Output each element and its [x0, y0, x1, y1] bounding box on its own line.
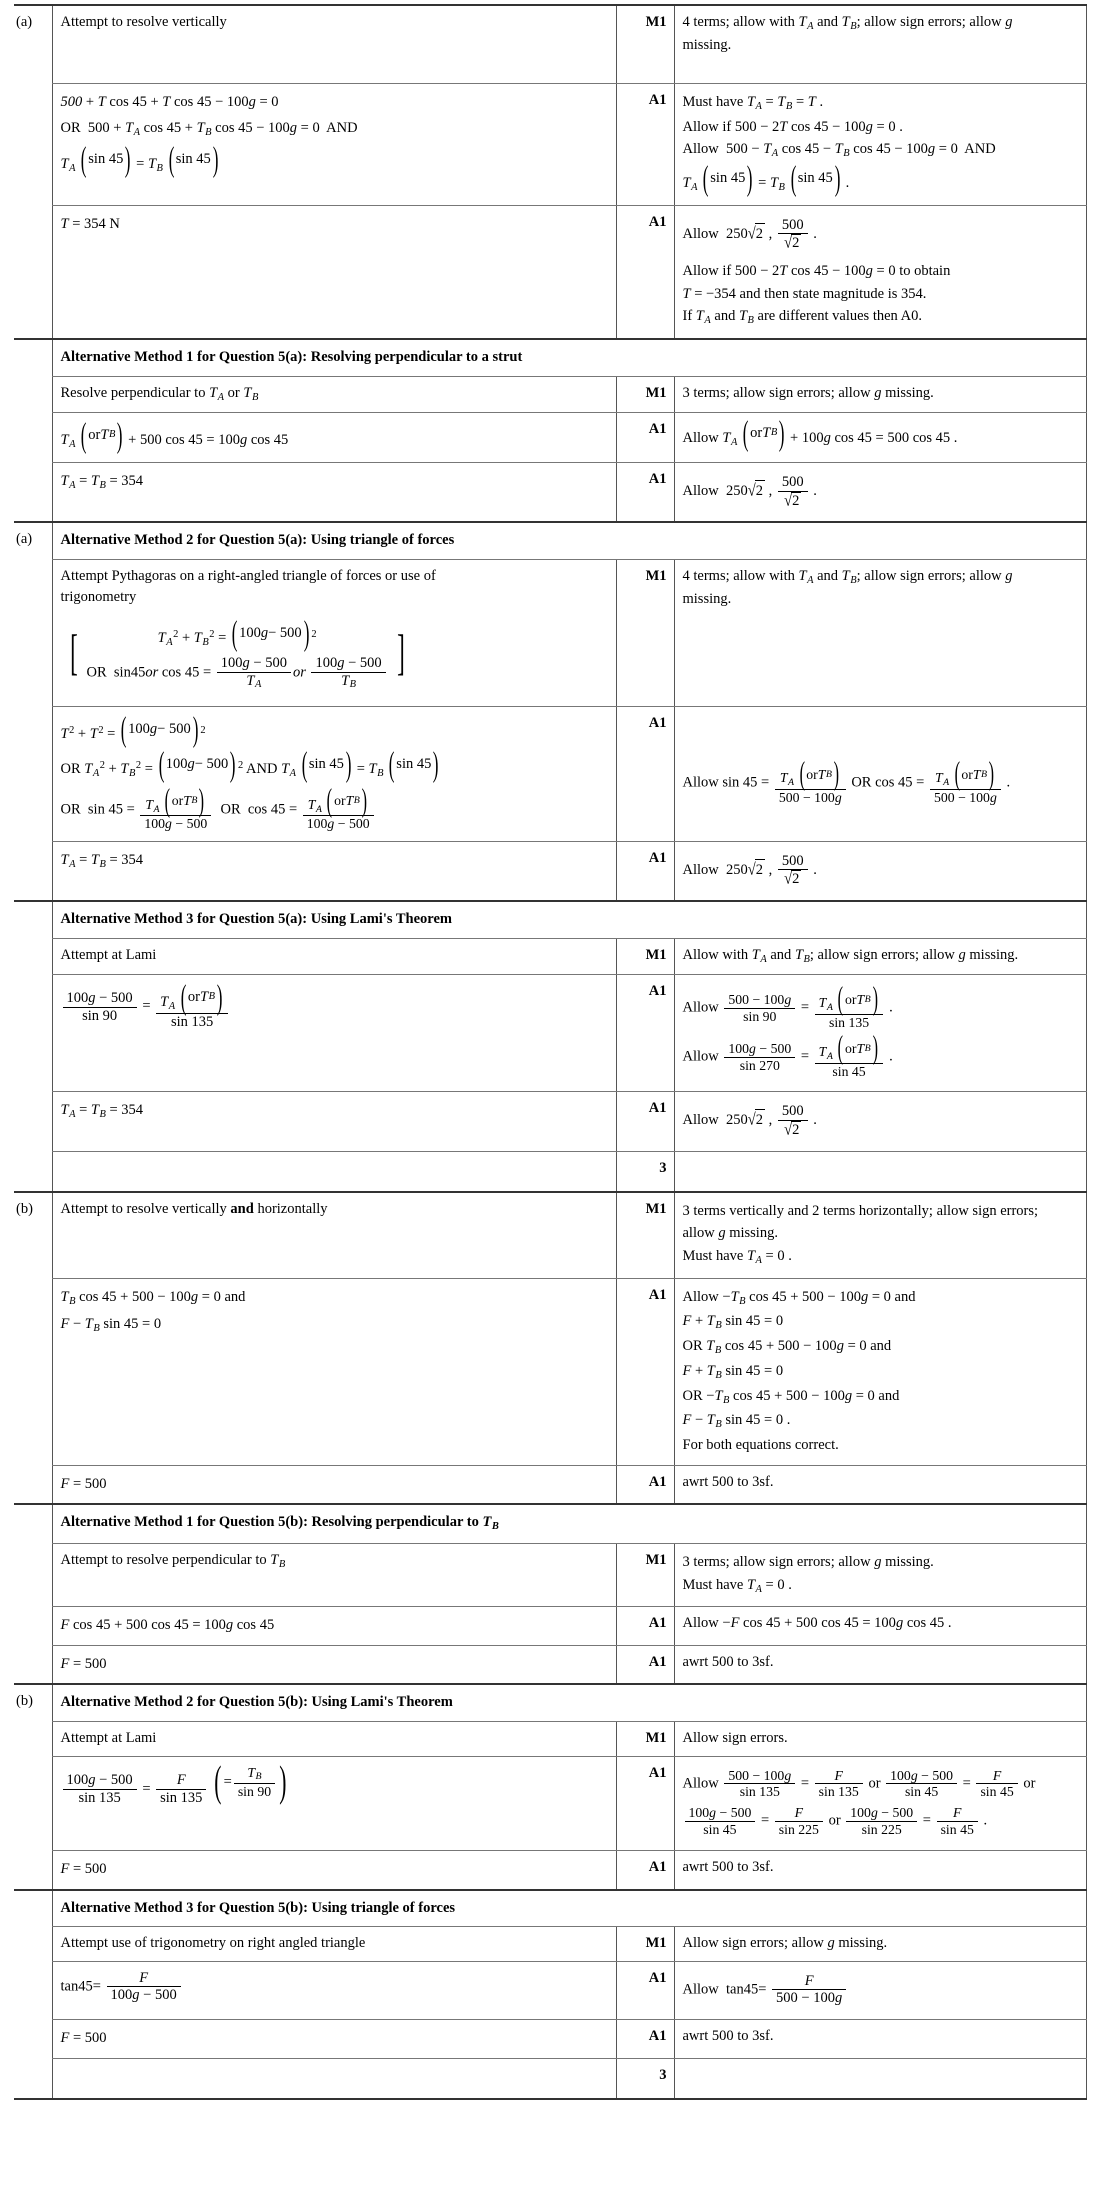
- table-row: [14, 376, 1086, 413]
- notes-cell: Allow −F cos 45 + 500 cos 45 = 100g cos 45 .: [674, 1607, 1086, 1646]
- table-row: [14, 1607, 1086, 1646]
- notes-cell: Allow 250√2 , $\frac{500}{√2}$ . Allow if 500 − 2T cos 45 − 100g = 0 to obtain T = −354 and then state magnitude is 354. If $T_A$ and $T_B$ are different values then A0.: [674, 205, 1086, 339]
- notes-line-7: For both equations correct.: [682, 1437, 839, 1454]
- notes-cell-empty: [674, 2058, 1086, 2099]
- solution-text-bold: and: [230, 1200, 254, 1217]
- part-label-empty: [14, 938, 52, 975]
- solution-cell: F cos 45 + 500 cos 45 = 100g cos 45: [52, 1607, 616, 1646]
- part-label-empty: [14, 1151, 52, 1192]
- notes-cell: awrt 500 to 3sf.: [674, 2020, 1086, 2059]
- mark-cell: A1: [616, 1851, 674, 1890]
- solution-cell: $T_A = T_B = 354$: [52, 841, 616, 901]
- solution-cell: $\frac{100g - 500}{\sin 90}$ = $T_A$ ( or T B ) sin 135: [52, 975, 616, 1092]
- mark-cell: A1: [616, 413, 674, 463]
- mark-cell: M1: [616, 376, 674, 413]
- solution-cell: Attempt at Lami: [52, 1722, 616, 1757]
- solution-cell: F = 500: [52, 1645, 616, 1684]
- table-row: [14, 1961, 1086, 2019]
- table-row-alt-header: [14, 1890, 1086, 1927]
- alt-method-header: Alternative Method 1 for Question 5(b): Resolving perpendicular to $T_B$: [52, 1504, 1086, 1543]
- solution-cell: $T^2 + T^2$ = ( 100 g − 500 ) $^2$ OR $T_A^2 + T_B^2$ = ( 100 g − 500 ) $^2$ AND $T_A$ ( sin 45 ) = $T_B$ ( sin 45 ) OR sin 45 = $T_A$ ( or T B ) 100g − 500 OR cos 45 = $T_A$ ( or T B ) 100g − 500: [52, 707, 616, 841]
- mark-cell: A1: [616, 707, 674, 841]
- mark-cell: M1: [616, 1544, 674, 1607]
- solution-cell: $T_B$ cos 45 + 500 − 100g = 0 and $F - T_B$ sin 45 = 0: [52, 1278, 616, 1465]
- alt-method-header: Alternative Method 1 for Question 5(a): Resolving perpendicular to a strut: [52, 339, 1086, 376]
- mark-cell: A1: [616, 1645, 674, 1684]
- table-row: [14, 1278, 1086, 1465]
- mark-cell: M1: [616, 938, 674, 975]
- alt-method-header: Alternative Method 2 for Question 5(b): Using Lami's Theorem: [52, 1684, 1086, 1721]
- solution-cell: tan45= $\frac{F}{100g - 500}$: [52, 1961, 616, 2019]
- part-label-empty: [14, 1092, 52, 1151]
- part-label-empty: [14, 1756, 52, 1850]
- mark-cell: A1: [616, 84, 674, 206]
- notes-cell: 4 terms; allow with $T_A$ and $T_B$; allow sign errors; allow g missing.: [674, 559, 1086, 706]
- part-label-empty: [14, 901, 52, 938]
- solution-text-post: horizontally: [253, 1200, 328, 1217]
- mark-cell: A1: [616, 975, 674, 1092]
- solution-text-line1: Attempt Pythagoras on a right-angled triangle of forces or use of: [60, 567, 436, 584]
- solution-cell: T = 354 N: [52, 205, 616, 339]
- part-label-empty: [14, 463, 52, 523]
- part-label-empty: [14, 376, 52, 413]
- notes-cell: Allow $\frac{500 - 100g}{\sin 135}$ = $\frac{F}{\sin 135}$ or $\frac{100g - 500}{\sin 45}$ = $\frac{F}{\sin 45}$ or $\frac{100g - 500}{\sin 45}$ = $\frac{F}{\sin 225}$ or $\frac{100g - 500}{\sin 225}$ = $\frac{F}{\sin 45}$ .: [674, 1756, 1086, 1850]
- table-row: [14, 1927, 1086, 1962]
- solution-cell: [52, 1192, 616, 1278]
- part-label-b: (b): [14, 1192, 52, 1278]
- solution-text-pre: Attempt to resolve vertically: [60, 1200, 231, 1217]
- mark-cell: A1: [616, 1092, 674, 1151]
- table-row: [14, 707, 1086, 841]
- notes-cell: Allow tan45= $\frac{F}{500 - 100g}$: [674, 1961, 1086, 2019]
- part-label-empty: [14, 707, 52, 841]
- table-row: [14, 938, 1086, 975]
- notes-cell: Allow $\frac{500 - 100g}{\sin 90}$ = $T_A$ ( or T B ) sin 135 . Allow $\frac{100g - 500}{\sin 270}$ = $T_A$ ( or T B ) sin 45 .: [674, 975, 1086, 1092]
- part-label-b2: (b): [14, 1684, 52, 1721]
- alt-method-header: Alternative Method 2 for Question 5(a): Using triangle of forces: [52, 522, 1086, 559]
- notes-cell: Allow $-T_B$ cos 45 + 500 − 100g = 0 and $F + T_B$ sin 45 = 0 OR $T_B$ cos 45 + 500 − 100g = 0 and $F + T_B$ sin 45 = 0 OR $-T_B$ cos 45 + 500 − 100g = 0 and $F - T_B$ sin 45 = 0 . For both equations correct.: [674, 1278, 1086, 1465]
- part-label-empty: [14, 1851, 52, 1890]
- part-label-empty: [14, 413, 52, 463]
- part-label-empty: [14, 2020, 52, 2059]
- mark-scheme-table: [14, 4, 1087, 2100]
- notes-cell: Allow sin 45 = $T_A$ ( or T B ) 500 − 100g OR cos 45 = $T_A$ ( or T B ) 500 − 100g .: [674, 707, 1086, 841]
- part-label-empty: [14, 2058, 52, 2099]
- bracketed-equations: [ $T_A^2 + T_B^2$ = ( 100 g − 500 ) $^2$ OR sin45or cos 45 = $\frac{100g - 500}{T_A}$ or $\frac{100g - 500}{T_B}$ ]: [69, 613, 405, 691]
- notes-cell: Allow with $T_A$ and $T_B$; allow sign errors; allow g missing.: [674, 938, 1086, 975]
- table-row: [14, 1092, 1086, 1151]
- table-row: [14, 84, 1086, 206]
- solution-cell-empty: [52, 2058, 616, 2099]
- solution-cell: F = 500: [52, 2020, 616, 2059]
- solution-cell: $T_A = T_B = 354$: [52, 463, 616, 523]
- mark-cell: M1: [616, 5, 674, 84]
- notes-cell: 3 terms vertically and 2 terms horizontally; allow sign errors; allow g missing. Must have $T_A = 0$ .: [674, 1192, 1086, 1278]
- notes-cell: 3 terms; allow sign errors; allow g missing. Must have $T_A = 0$ .: [674, 1544, 1086, 1607]
- table-row: [14, 205, 1086, 339]
- notes-cell: Allow sign errors; allow g missing.: [674, 1927, 1086, 1962]
- table-row-alt-header: [14, 339, 1086, 376]
- solution-cell: 500 + T cos 45 + T cos 45 − 100g = 0 OR $500 + T_A$ $\cos 45 + T_B$ cos 45 − 100g = 0 AND $T_A$ ( sin 45 ) = $T_B$ ( sin 45 ): [52, 84, 616, 206]
- mark-cell: A1: [616, 205, 674, 339]
- table-row-total: [14, 1151, 1086, 1192]
- mark-cell: A1: [616, 1607, 674, 1646]
- notes-cell: 3 terms; allow sign errors; allow g missing.: [674, 376, 1086, 413]
- mark-cell: A1: [616, 1961, 674, 2019]
- table-row: [14, 1722, 1086, 1757]
- table-row-alt-header: [14, 901, 1086, 938]
- table-row: [14, 463, 1086, 523]
- solution-cell: F = 500: [52, 1851, 616, 1890]
- part-label-empty: [14, 1504, 52, 1543]
- solution-cell: Attempt to resolve perpendicular to $T_B$: [52, 1544, 616, 1607]
- notes-cell: awrt 500 to 3sf.: [674, 1645, 1086, 1684]
- notes-cell: Must have $T_A = T_B = T$ . Allow if 500 − 2T cos 45 − 100g = 0 . Allow $500 - T_A$ $\cos 45 - T_B$ cos 45 − 100g = 0 AND $T_A$ ( sin 45 ) = $T_B$ ( sin 45 ) .: [674, 84, 1086, 206]
- table-row: [14, 5, 1086, 84]
- part-label-empty: [14, 1645, 52, 1684]
- part-label-empty: [14, 1961, 52, 2019]
- notes-cell: awrt 500 to 3sf.: [674, 1851, 1086, 1890]
- table-row: [14, 413, 1086, 463]
- table-row: [14, 1645, 1086, 1684]
- part-label-empty: [14, 975, 52, 1092]
- mark-cell: A1: [616, 463, 674, 523]
- notes-cell: Allow 250√2 , $\frac{500}{√2}$ .: [674, 1092, 1086, 1151]
- solution-cell: Attempt at Lami: [52, 938, 616, 975]
- notes-cell: Allow 250√2 , $\frac{500}{√2}$ .: [674, 463, 1086, 523]
- table-row: [14, 2020, 1086, 2059]
- table-row: [14, 1544, 1086, 1607]
- alt-method-header: Alternative Method 3 for Question 5(b): Using triangle of forces: [52, 1890, 1086, 1927]
- part-label-empty: [14, 841, 52, 901]
- notes-line-1: 3 terms vertically and 2 terms horizontally; allow sign errors;: [682, 1202, 1039, 1219]
- solution-cell: [52, 559, 616, 706]
- solution-cell: $T_A = T_B = 354$: [52, 1092, 616, 1151]
- table-row: [14, 1851, 1086, 1890]
- notes-cell: Allow $T_A$ ( or T B ) + 100g cos 45 = 500 cos 45 .: [674, 413, 1086, 463]
- notes-cell: 4 terms; allow with $T_A$ and $T_B$; allow sign errors; allow g missing.: [674, 5, 1086, 84]
- part-label-empty: [14, 1890, 52, 1927]
- part-label-empty: [14, 1927, 52, 1962]
- part-label-empty: [14, 84, 52, 206]
- part-label-empty: [14, 559, 52, 706]
- notes-cell: awrt 500 to 3sf.: [674, 1465, 1086, 1504]
- part-label-empty: [14, 1722, 52, 1757]
- notes-cell: Allow sign errors.: [674, 1722, 1086, 1757]
- part-label-empty: [14, 1278, 52, 1465]
- table-row: [14, 975, 1086, 1092]
- table-row-alt-header: [14, 1684, 1086, 1721]
- solution-cell-empty: [52, 1151, 616, 1192]
- solution-text-line2: trigonometry: [60, 588, 137, 605]
- part-label-empty: [14, 1465, 52, 1504]
- mark-cell: A1: [616, 841, 674, 901]
- mark-cell: A1: [616, 1465, 674, 1504]
- table-row: [14, 1192, 1086, 1278]
- notes-cell-empty: [674, 1151, 1086, 1192]
- alt-method-header: Alternative Method 3 for Question 5(a): Using Lami's Theorem: [52, 901, 1086, 938]
- table-row: [14, 559, 1086, 706]
- table-row: [14, 1465, 1086, 1504]
- solution-cell: $\frac{100g - 500}{\sin 135}$ = $\frac{F}{\sin 135}$ ( = $\frac{T_B}{\sin 90}$ ): [52, 1756, 616, 1850]
- part-label-empty: [14, 205, 52, 339]
- solution-cell: Resolve perpendicular to $T_A$ or $T_B$: [52, 376, 616, 413]
- mark-cell: M1: [616, 1927, 674, 1962]
- table-row-total: [14, 2058, 1086, 2099]
- mark-cell: A1: [616, 1278, 674, 1465]
- table-row-alt-header: [14, 1504, 1086, 1543]
- part-label-a: (a): [14, 5, 52, 84]
- table-row-alt-header: [14, 522, 1086, 559]
- mark-cell: A1: [616, 1756, 674, 1850]
- notes-cell: Allow 250√2 , $\frac{500}{√2}$ .: [674, 841, 1086, 901]
- solution-cell: Attempt use of trigonometry on right angled triangle: [52, 1927, 616, 1962]
- total-mark-a: 3: [616, 1151, 674, 1192]
- solution-cell: F = 500: [52, 1465, 616, 1504]
- solution-cell: $T_A$ ( or T B ) + 500 cos 45 = 100g cos 45: [52, 413, 616, 463]
- table-row: [14, 841, 1086, 901]
- total-mark-b: 3: [616, 2058, 674, 2099]
- mark-cell: M1: [616, 559, 674, 706]
- part-label-empty: [14, 339, 52, 376]
- solution-cell: Attempt to resolve vertically: [52, 5, 616, 84]
- part-label-empty: [14, 1607, 52, 1646]
- mark-cell: M1: [616, 1192, 674, 1278]
- mark-cell: M1: [616, 1722, 674, 1757]
- part-label-empty: [14, 1544, 52, 1607]
- part-label-a2: (a): [14, 522, 52, 559]
- table-row: [14, 1756, 1086, 1850]
- mark-cell: A1: [616, 2020, 674, 2059]
